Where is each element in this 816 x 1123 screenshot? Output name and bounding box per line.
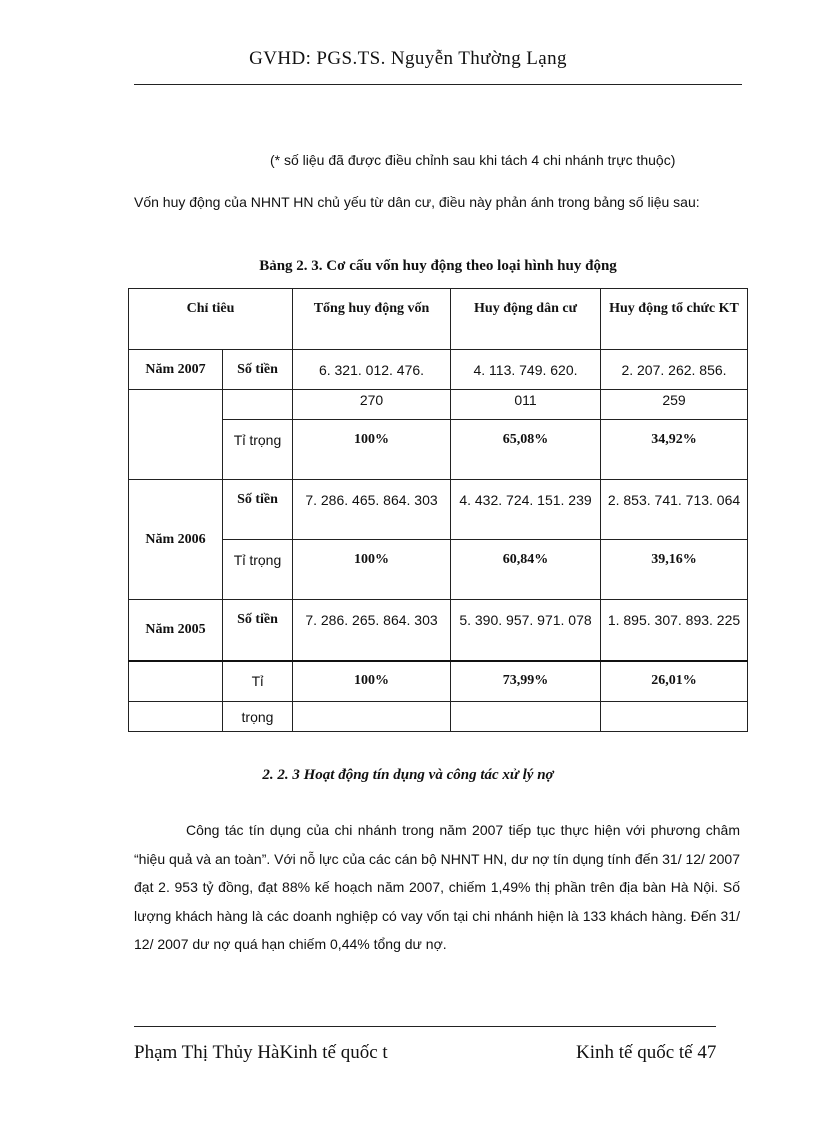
year-2005-share-empty [129, 661, 223, 702]
cell-2005-organizations: 1. 895. 307. 893. 225 [601, 600, 748, 661]
table-row [129, 702, 748, 732]
cell-2006-total-share: 100% [293, 540, 451, 600]
header-residents: Huy động dân cư [451, 289, 601, 350]
header-indicator: Chỉ tiêu [129, 289, 293, 350]
table-row [129, 390, 748, 420]
cell-2007-residents-share: 65,08% [451, 420, 601, 480]
year-2006: Năm 2006 [129, 480, 223, 600]
cell-2007-total-cont: 270 [293, 390, 451, 420]
cell-2005-total: 7. 286. 265. 864. 303 [293, 600, 451, 661]
cell-2007-organizations: 2. 207. 262. 856. [601, 350, 748, 390]
empty-cell [451, 702, 601, 732]
cell-2006-residents: 4. 432. 724. 151. 239 [451, 480, 601, 540]
cell-2005-residents-share: 73,99% [451, 661, 601, 702]
cell-2005-total-share: 100% [293, 661, 451, 702]
cell-2005-organizations-share: 26,01% [601, 661, 748, 702]
cell-2005-residents: 5. 390. 957. 971. 078 [451, 600, 601, 661]
cell-2007-total-share: 100% [293, 420, 451, 480]
row-label-amount: Số tiền [223, 350, 293, 390]
year-2007-continued [129, 390, 223, 480]
capital-structure-table [128, 288, 748, 732]
empty-cell [293, 702, 451, 732]
row-label-amount: Số tiền [223, 600, 293, 661]
footer-author: Phạm Thị Thủy HàKinh tế quốc t [134, 1042, 388, 1063]
cell-2007-residents-cont: 011 [451, 390, 601, 420]
year-2007: Năm 2007 [129, 350, 223, 390]
cell-2007-organizations-cont: 259 [601, 390, 748, 420]
body-paragraph: Công tác tín dụng của chi nhánh trong năm 2007 tiếp tục thực hiện với phương châm “hiệu quả và an toàn”. Với nỗ lực của các cán bộ NHNT HN, dư nợ tín dụng tính đến 31/ 12/ 2007 đạt 2. 953 tỷ đồng, đạt 88% kế hoạch năm 2007, chiếm 1,49% thị phần trên địa bàn Hà Nội. Số lượng khách hàng là các doanh nghiệp có vay vốn tại chi nhánh hiện là 133 khách hàng. Đến 31/ 12/ 2007 dư nợ quá hạn chiếm 0,44% tổng dư nợ. [134, 822, 740, 952]
cell-2006-organizations: 2. 853. 741. 713. 064 [601, 480, 748, 540]
intro-paragraph: Vốn huy động của NHNT HN chủ yếu từ dân cư, điều này phản ánh trong bảng số liệu sau: [134, 194, 700, 210]
row-label-share: Tỉ trọng [223, 540, 293, 600]
header-organizations: Huy động tổ chức KT [601, 289, 748, 350]
page-header-title: GVHD: PGS.TS. Nguyễn Thường Lạng [249, 48, 567, 69]
empty-cell [601, 702, 748, 732]
footer-rule [134, 1026, 716, 1027]
header-total: Tổng huy động vốn [293, 289, 451, 350]
cell-2006-residents-share: 60,84% [451, 540, 601, 600]
empty-cell [129, 702, 223, 732]
row-label-amount: Số tiền [223, 480, 293, 540]
section-heading: 2. 2. 3 Hoạt động tín dụng và công tác xử lý nợ [262, 767, 554, 783]
table-row [129, 600, 748, 661]
cell-2007-total: 6. 321. 012. 476. [293, 350, 451, 390]
footer-page-label: Kinh tế quốc tế 47 [576, 1042, 717, 1063]
cell-2007-residents: 4. 113. 749. 620. [451, 350, 601, 390]
row-label-share-part2: trọng [223, 702, 293, 732]
header-rule [134, 84, 742, 85]
table-row [129, 661, 748, 702]
table-header-row [129, 289, 748, 350]
cell-2006-total: 7. 286. 465. 864. 303 [293, 480, 451, 540]
table-row [129, 480, 748, 540]
cell-2006-organizations-share: 39,16% [601, 540, 748, 600]
table-title: Bảng 2. 3. Cơ cấu vốn huy động theo loại hình huy động [259, 258, 617, 274]
cell-2007-organizations-share: 34,92% [601, 420, 748, 480]
year-2005: Năm 2005 [129, 600, 223, 661]
row-label-empty [223, 390, 293, 420]
row-label-share: Tỉ trọng [223, 420, 293, 480]
row-label-share-part1: Tỉ [223, 661, 293, 702]
table-row [129, 350, 748, 390]
data-adjustment-note: (* số liệu đã được điều chỉnh sau khi tách 4 chi nhánh trực thuộc) [270, 152, 676, 168]
